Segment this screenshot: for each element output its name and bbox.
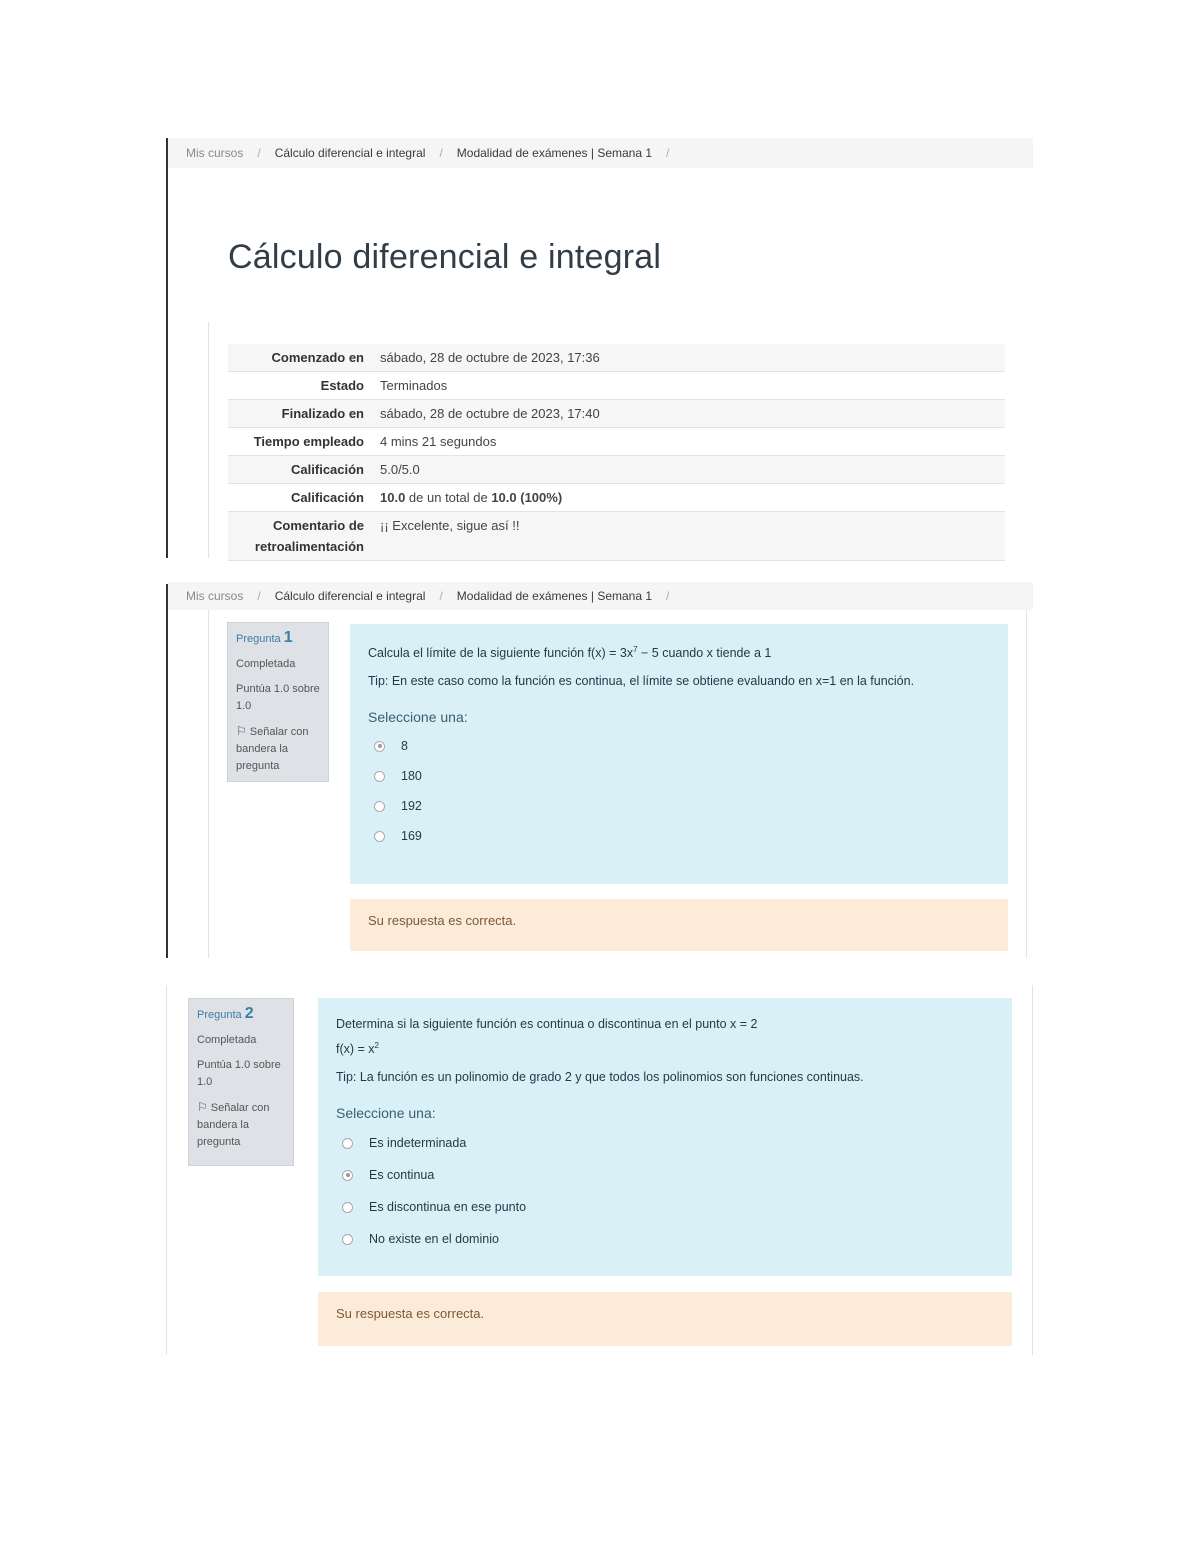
section-left-border (166, 138, 168, 558)
exponent: 7 (633, 645, 638, 654)
summary-value: ¡¡ Excelente, sigue así !! (380, 518, 520, 533)
summary-label: Calificación (291, 490, 364, 505)
question-label: Pregunta (236, 633, 281, 645)
answer-option[interactable] (336, 1223, 994, 1255)
question-number (236, 629, 320, 648)
option-label[interactable]: Es continua (369, 1168, 435, 1183)
grade-total: 10.0 (100%) (491, 490, 563, 505)
question-text: Determina si la siguiente función es continua o discontinua en el punto x = 2 (336, 1017, 758, 1031)
function-definition (336, 1036, 994, 1059)
summary-label: Finalizado en (281, 406, 364, 421)
summary-label: Tiempo empleado (253, 434, 364, 449)
radio-button[interactable] (374, 831, 385, 842)
option-label[interactable]: No existe en el dominio (369, 1232, 499, 1247)
question-grade: Puntúa 1.0 sobre 1.0 (236, 683, 320, 712)
summary-label: Comenzado en (271, 350, 364, 365)
attempt-summary-table (228, 344, 1005, 561)
summary-value: sábado, 28 de octubre de 2023, 17:40 (380, 406, 600, 421)
answer-option[interactable] (368, 731, 990, 761)
question-number-value: 2 (244, 1005, 254, 1022)
summary-label: Calificación (291, 462, 364, 477)
breadcrumb (168, 138, 1033, 168)
answer-option[interactable] (368, 761, 990, 791)
summary-value: Terminados (380, 378, 448, 393)
summary-label: Comentario de retroalimentación (254, 518, 364, 554)
summary-value: 5.0/5.0 (380, 462, 420, 477)
summary-label: Estado (320, 378, 364, 393)
radio-button-selected[interactable] (374, 741, 385, 752)
page-title: Cálculo diferencial e integral (228, 238, 662, 276)
section-right-border (1032, 985, 1033, 1355)
radio-button-selected[interactable] (342, 1170, 353, 1181)
breadcrumb-item-mis-cursos[interactable]: Mis cursos (186, 146, 244, 160)
radio-button[interactable] (342, 1234, 353, 1245)
breadcrumb-item-section[interactable]: Modalidad de exámenes | Semana 1 (456, 146, 653, 160)
breadcrumb-separator: / (439, 589, 443, 603)
grade-mid: de un total de (405, 490, 492, 505)
question-1-feedback: Su respuesta es correcta. (350, 899, 1008, 951)
exponent: 2 (374, 1041, 379, 1050)
question-state: Completada (236, 658, 296, 670)
question-1-formulation (350, 624, 1008, 884)
breadcrumb (168, 582, 1033, 610)
question-text-main: Calcula el límite de la siguiente función f(x) = 3x (368, 646, 634, 661)
radio-button[interactable] (374, 801, 385, 812)
question-grade: Puntúa 1.0 sobre 1.0 (197, 1059, 281, 1088)
question-text (368, 640, 990, 663)
flag-question-link[interactable] (197, 1099, 285, 1151)
answer-option[interactable] (368, 791, 990, 821)
breadcrumb-item-mis-cursos[interactable]: Mis cursos (186, 589, 244, 603)
answer-option[interactable] (336, 1127, 994, 1159)
question-1-info (227, 622, 329, 782)
question-number-value: 1 (283, 629, 293, 646)
question-2-info (188, 998, 294, 1166)
radio-button[interactable] (374, 771, 385, 782)
option-label[interactable]: 192 (401, 799, 422, 814)
question-number (197, 1005, 285, 1024)
breadcrumb-separator: / (666, 589, 670, 603)
summary-row (228, 372, 1005, 400)
answer-prompt: Seleccione una: (336, 1105, 436, 1122)
summary-row (228, 400, 1005, 428)
answer-option[interactable] (336, 1191, 994, 1223)
flag-label: Señalar con bandera la pregunta (197, 1102, 270, 1148)
question-state: Completada (197, 1034, 257, 1046)
section-right-border (1026, 610, 1027, 958)
answer-option[interactable] (336, 1159, 994, 1191)
breadcrumb-separator: / (257, 589, 261, 603)
summary-row (228, 512, 1005, 561)
summary-row (228, 484, 1005, 512)
summary-value: 4 mins 21 segundos (380, 434, 497, 449)
answer-option[interactable] (368, 821, 990, 851)
option-label[interactable]: Es discontinua en ese punto (369, 1200, 527, 1215)
content-left-border (208, 610, 209, 958)
option-label[interactable]: 8 (401, 739, 408, 754)
breadcrumb-item-course[interactable]: Cálculo diferencial e integral (274, 146, 426, 160)
flag-question-link[interactable] (236, 723, 320, 775)
question-2-formulation (318, 998, 1012, 1276)
flag-label: Señalar con bandera la pregunta (236, 726, 309, 772)
radio-button[interactable] (342, 1138, 353, 1149)
summary-value (372, 484, 1005, 512)
flag-icon: ⚐ (197, 1100, 208, 1114)
answer-prompt: Seleccione una: (368, 709, 468, 726)
option-label[interactable]: 169 (401, 829, 422, 844)
summary-value: sábado, 28 de octubre de 2023, 17:36 (380, 350, 600, 365)
summary-row (228, 456, 1005, 484)
question-text-tail: − 5 cuando x tiende a 1 (637, 646, 772, 661)
option-label[interactable]: Es indeterminada (369, 1136, 467, 1151)
radio-button[interactable] (342, 1202, 353, 1213)
breadcrumb-item-section[interactable]: Modalidad de exámenes | Semana 1 (456, 589, 653, 603)
summary-row (228, 428, 1005, 456)
breadcrumb-separator: / (666, 146, 670, 160)
breadcrumb-separator: / (257, 146, 261, 160)
grade-value: 10.0 (380, 490, 406, 505)
option-label[interactable]: 180 (401, 769, 422, 784)
summary-row (228, 344, 1005, 372)
question-tip: Tip: En este caso como la función es continua, el límite se obtiene evaluando en x=1 en la función. (368, 674, 915, 689)
summary-left-border (208, 322, 209, 558)
function-text: f(x) = x (336, 1042, 375, 1057)
flag-icon: ⚐ (236, 724, 247, 738)
question-tip: Tip: La función es un polinomio de grado 2 y que todos los polinomios son funciones continuas. (336, 1070, 864, 1085)
question-2-feedback: Su respuesta es correcta. (318, 1292, 1012, 1346)
section-left-border (166, 584, 168, 958)
breadcrumb-item-course[interactable]: Cálculo diferencial e integral (274, 589, 426, 603)
breadcrumb-separator: / (439, 146, 443, 160)
section-left-border (166, 985, 167, 1355)
question-label: Pregunta (197, 1009, 242, 1021)
